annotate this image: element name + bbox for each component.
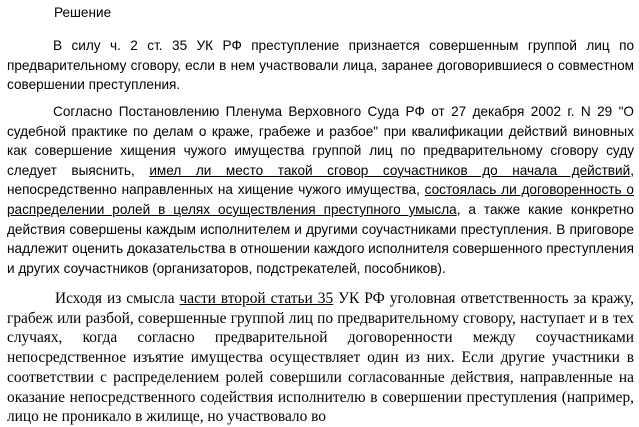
- paragraph-text: УК РФ уголовная ответственность за кражу, грабеж или разбой, совершенные группой лиц по предварительному сговору, наступает и в тех случаях, когда согласно предварительной договоренности между соучастниками непосредственное изъятие имущества осуществляет один из них. Если другие участники в соответствии с распределением ролей совершили согласованные действия, направленные на оказание непосредственного содействия исполнителю в совершении преступления (например, лицо не проникало в жилище, но участвовало во: [7, 290, 634, 426]
- paragraph-text: Согласно Постановлению Пленума Верховного Суда РФ от 27 декабря 2002 г. N 29 "О судебной практике по делам о краже, грабеже и разбое" при квалификации действий виновных как совершение хищения чужого имущества группой лиц по предварительному сговору суду следует выяснить,: [7, 104, 634, 178]
- paragraph-liability: [7, 289, 634, 427]
- paragraph-text: , а также какие конкретно действия совершены каждым исполнителем и другими соучастниками преступления. В приговоре надлежит оценить доказательства в отношении каждого исполнителя совершенного преступления и других соучастников (организаторов, подстрекателей, пособников).: [7, 201, 634, 276]
- link-article-35-part-2[interactable]: части второй статьи 35: [179, 290, 334, 307]
- paragraph-article-35: В силу ч. 2 ст. 35 УК РФ преступление признается совершенным группой лиц по предварительному сговору, если в нем участвовали лица, заранее договорившиеся о совместном совершении преступления.: [7, 38, 634, 93]
- underlined-phrase-role-distribution: состоялась ли договоренность о распределении ролей в целях осуществления преступного умысла: [7, 182, 634, 217]
- paragraph-plenum-resolution: [7, 102, 634, 278]
- paragraph-text: , непосредственно направленных на хищение чужого имущества,: [7, 162, 634, 198]
- underlined-phrase-prior-agreement: имел ли место такой сговор соучастников до начала действий: [149, 162, 631, 178]
- paragraph-text: Исходя из смысла: [55, 290, 180, 307]
- section-heading: Решение: [54, 5, 112, 20]
